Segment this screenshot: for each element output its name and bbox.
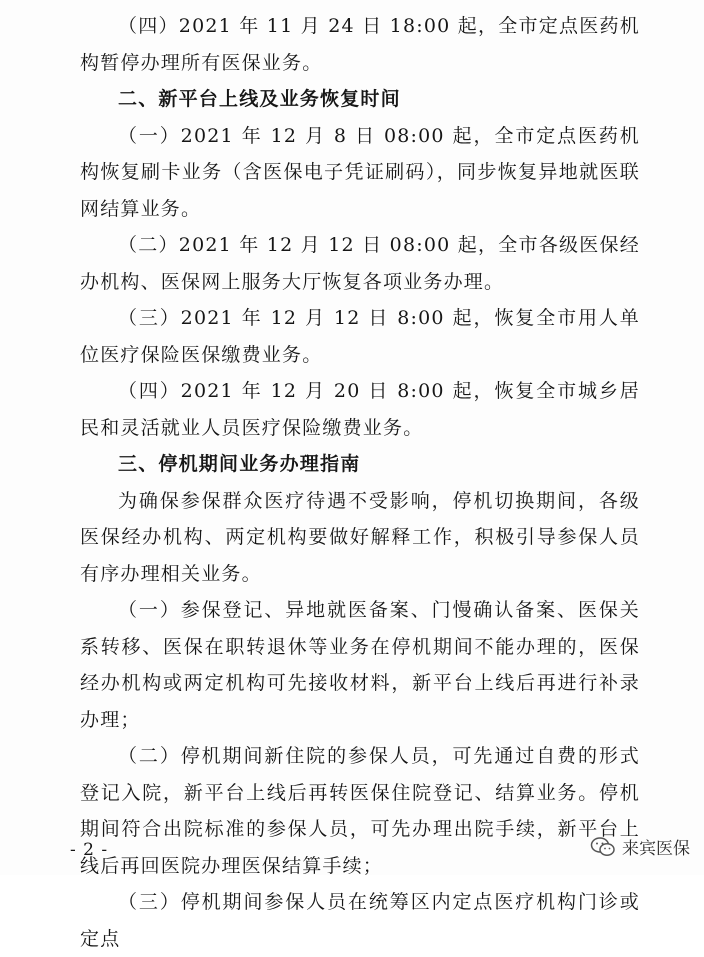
section-heading: 三、停机期间业务办理指南: [118, 453, 361, 475]
paragraph: （一）参保登记、异地就医备案、门慢确认备案、医保关系转移、医保在职转退休等业务在停机期间不能办理的，医保经办机构或两定机构可先接收材料，新平台上线后再进行补录办理；: [80, 599, 640, 731]
document-body: [80, 8, 640, 957]
paragraph: （四）2021 年 12 月 20 日 8:00 起，恢复全市城乡居民和灵活就业人员医疗保险缴费业务。: [80, 380, 640, 439]
paragraph: （三）停机期间参保人员在统筹区内定点医疗机构门诊或定点: [80, 891, 640, 950]
page-number: - 2 -: [70, 840, 109, 860]
paragraph: 为确保参保群众医疗待遇不受影响，停机切换期间，各级医保经办机构、两定机构要做好解释工作，积极引导参保人员有序办理相关业务。: [80, 489, 640, 585]
watermark-text: 来宾医保: [622, 839, 690, 859]
paragraph: （四）2021 年 11 月 24 日 18:00 起，全市定点医药机构暂停办理所有医保业务。: [80, 15, 640, 74]
paragraph: （一）2021 年 12 月 8 日 08:00 起，全市定点医药机构恢复刷卡业务（含医保电子凭证刷码），同步恢复异地就医联网结算业务。: [80, 124, 640, 220]
paragraph: （二）2021 年 12 月 12 日 08:00 起，全市各级医保经办机构、医保网上服务大厅恢复各项业务办理。: [80, 234, 640, 293]
wechat-icon: [590, 836, 616, 858]
watermark: [590, 834, 690, 859]
paragraph: （二）停机期间新住院的参保人员，可先通过自费的形式登记入院，新平台上线后再转医保住院登记、结算业务。停机期间符合出院标准的参保人员，可先办理出院手续，新平台上线后再回医院办理医保结算手续；: [80, 745, 640, 877]
section-heading: 二、新平台上线及业务恢复时间: [118, 88, 401, 110]
paragraph: （三）2021 年 12 月 12 日 8:00 起，恢复全市用人单位医疗保险医保缴费业务。: [80, 307, 640, 366]
